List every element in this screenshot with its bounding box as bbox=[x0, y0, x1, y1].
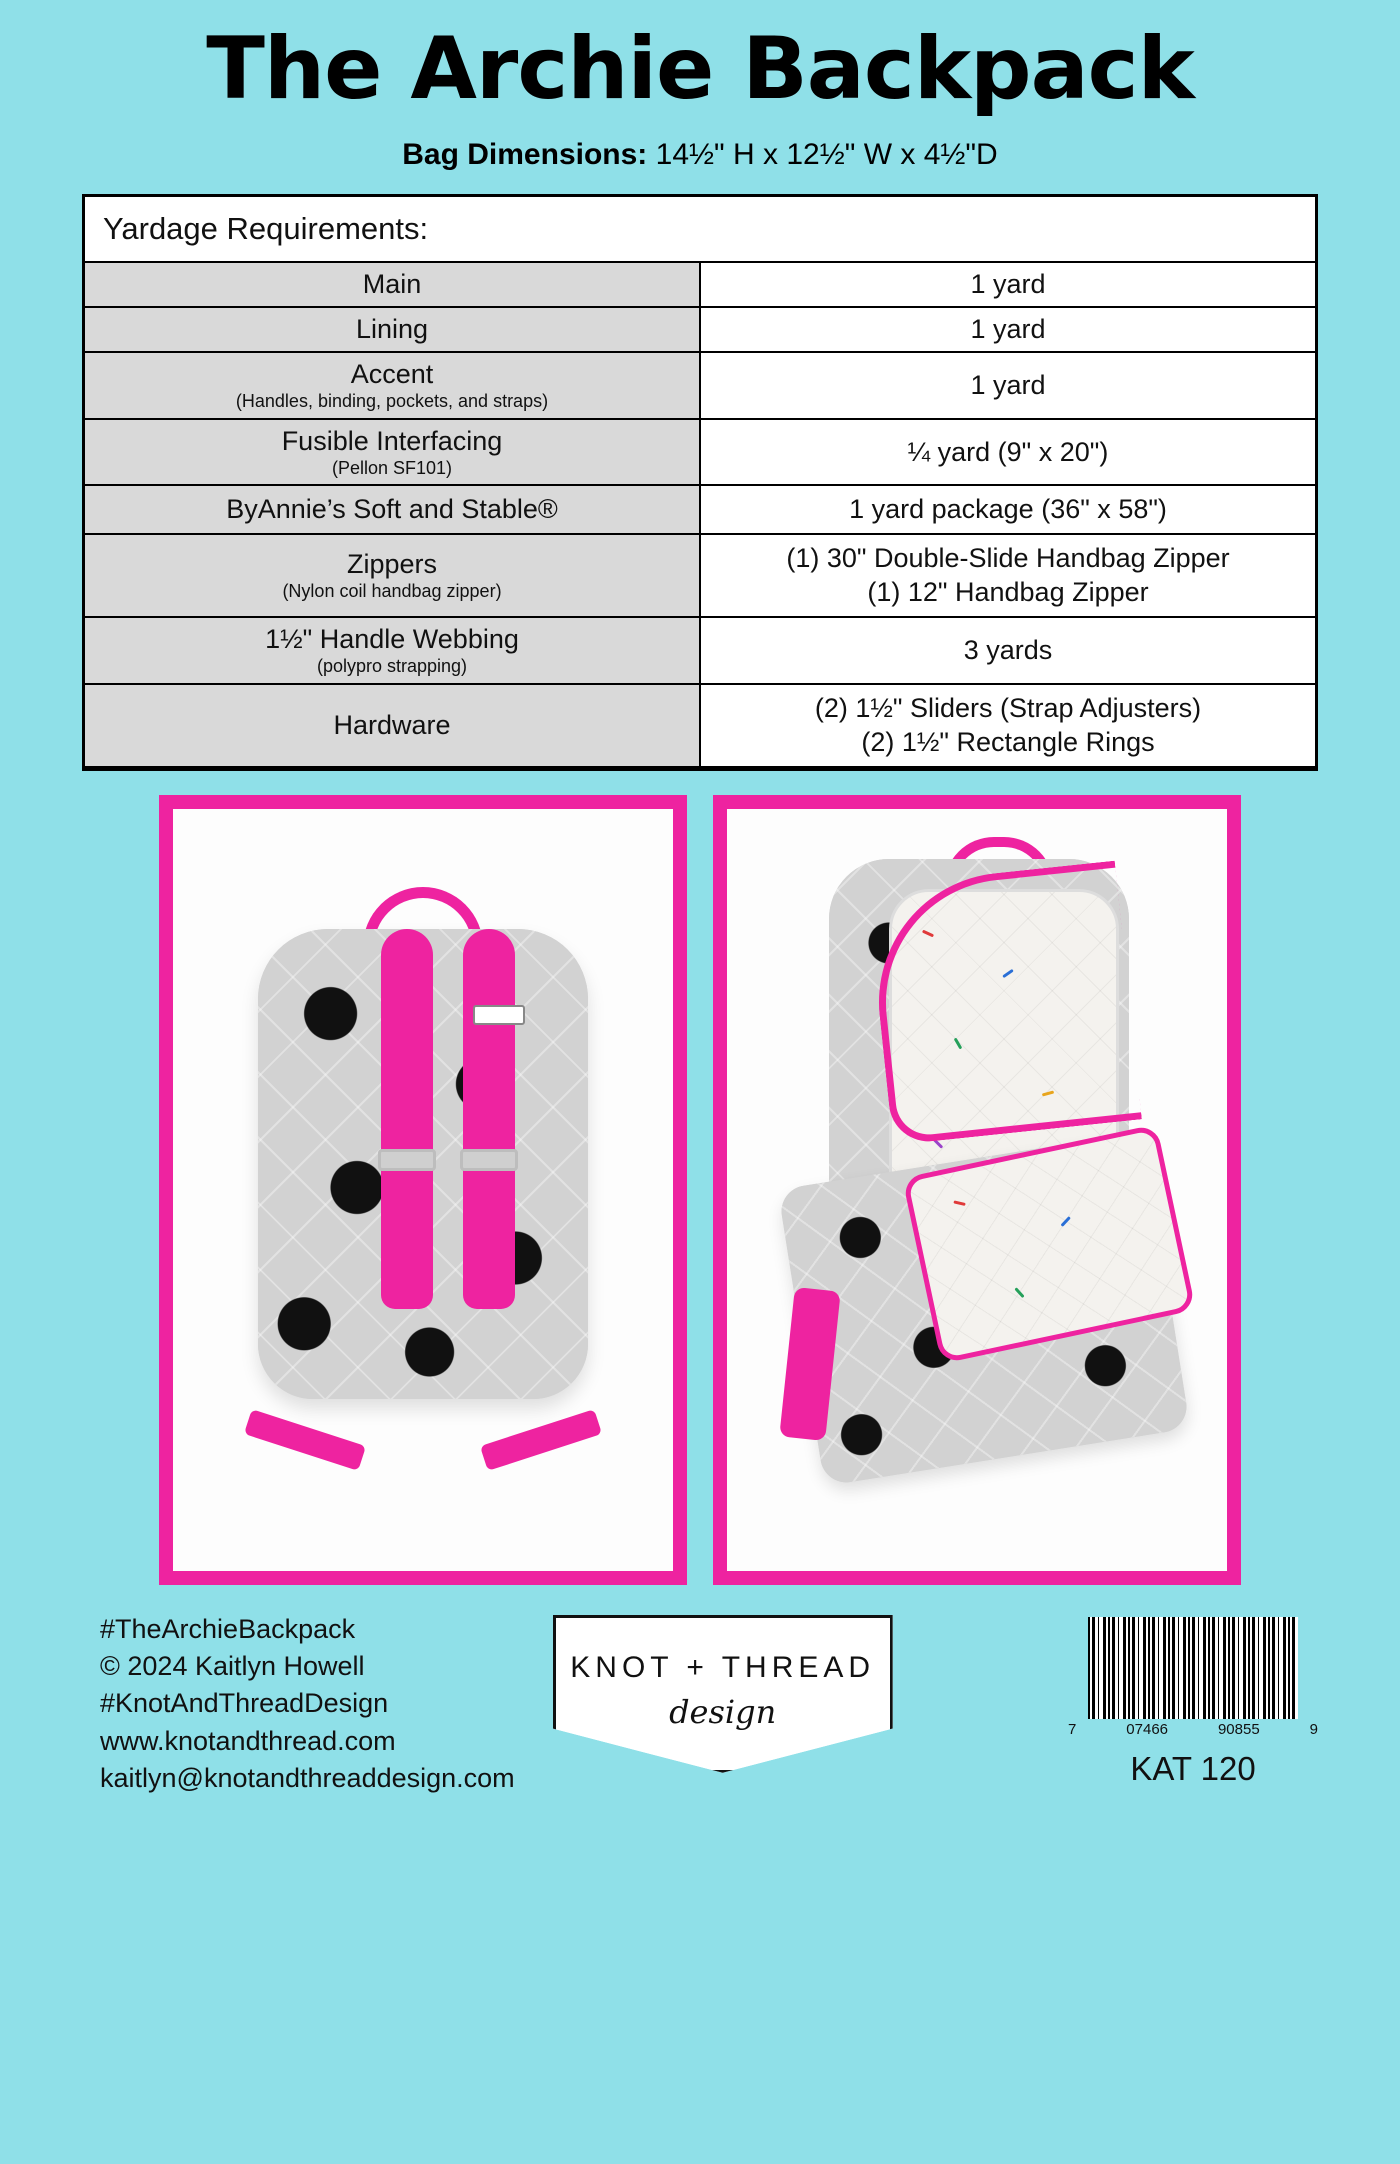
barcode-left-digit: 7 bbox=[1068, 1720, 1077, 1738]
photo-backpack-interior-view bbox=[713, 795, 1241, 1585]
shoulder-strap-right bbox=[463, 929, 515, 1309]
table-row bbox=[85, 534, 1315, 617]
backpack-interior-illustration bbox=[727, 809, 1227, 1571]
row-label-sub: (Pellon SF101) bbox=[331, 457, 453, 478]
confetti-print bbox=[1014, 1287, 1024, 1298]
row-value-text: (2) 1½" Sliders (Strap Adjusters) bbox=[814, 692, 1202, 723]
confetti-print bbox=[1061, 1216, 1071, 1227]
bag-dimensions-value: 14½" H x 12½" W x 4½"D bbox=[655, 138, 998, 171]
row-value bbox=[700, 534, 1315, 617]
footer bbox=[100, 1611, 1318, 1797]
brand-logo bbox=[553, 1615, 893, 1773]
backpack-open-group bbox=[769, 859, 1189, 1509]
strap-slider-left bbox=[378, 1149, 436, 1171]
hashtag-brand: #KnotAndThreadDesign bbox=[100, 1688, 389, 1719]
row-label bbox=[85, 534, 700, 617]
barcode-digits bbox=[1068, 1721, 1318, 1738]
row-value bbox=[700, 617, 1315, 684]
row-label-text: Zippers bbox=[346, 549, 438, 580]
barcode-group-1: 07466 bbox=[1126, 1720, 1169, 1738]
yardage-heading: Yardage Requirements: bbox=[85, 197, 1315, 262]
row-value bbox=[700, 307, 1315, 352]
row-value-text: 1 yard package (36" x 58") bbox=[849, 494, 1167, 525]
fabric-label-tag bbox=[473, 1005, 525, 1025]
row-label-text: Fusible Interfacing bbox=[281, 425, 503, 456]
lower-strap-right bbox=[480, 1409, 602, 1471]
table-row bbox=[85, 352, 1315, 419]
row-label-text: Main bbox=[362, 269, 422, 299]
row-value-text-2: (2) 1½" Rectangle Rings bbox=[861, 727, 1155, 758]
email-link[interactable]: kaitlyn@knotandthreaddesign.com bbox=[100, 1762, 515, 1793]
confetti-print bbox=[953, 1200, 965, 1206]
row-label bbox=[85, 352, 700, 419]
strap-slider-right bbox=[460, 1149, 518, 1171]
row-value bbox=[700, 352, 1315, 419]
row-value-text: 1 yard bbox=[970, 369, 1046, 400]
row-value-text: ¼ yard (9" x 20") bbox=[907, 436, 1109, 467]
yardage-table bbox=[82, 194, 1318, 771]
row-value-text-2: (1) 12" Handbag Zipper bbox=[867, 577, 1149, 608]
table-row bbox=[85, 617, 1315, 684]
table-row bbox=[85, 485, 1315, 534]
bag-dimensions-label: Bag Dimensions: bbox=[402, 138, 648, 171]
row-label-text: 1½" Handle Webbing bbox=[265, 624, 519, 655]
row-label-text: Lining bbox=[355, 314, 429, 344]
barcode-group-2: 90855 bbox=[1217, 1720, 1260, 1738]
copyright: © 2024 Kaitlyn Howell bbox=[100, 1651, 365, 1682]
sku-code: KAT 120 bbox=[1130, 1749, 1256, 1787]
website-link[interactable]: www.knotandthread.com bbox=[100, 1725, 396, 1756]
barcode-image bbox=[1088, 1617, 1298, 1719]
row-value-text: 1 yard bbox=[970, 314, 1046, 344]
backpack-illustration bbox=[173, 809, 673, 1571]
table-row bbox=[85, 262, 1315, 307]
row-label bbox=[85, 307, 700, 352]
hashtag-pattern: #TheArchieBackpack bbox=[100, 1613, 356, 1644]
barcode-right-digit: 9 bbox=[1309, 1720, 1318, 1738]
row-value bbox=[700, 419, 1315, 486]
row-label-text: Hardware bbox=[333, 709, 451, 740]
contact-block bbox=[100, 1611, 515, 1797]
page-title: The Archie Backpack bbox=[206, 19, 1194, 119]
row-value-text: (1) 30" Double-Slide Handbag Zipper bbox=[786, 542, 1230, 573]
table-row bbox=[85, 419, 1315, 486]
table-row bbox=[85, 684, 1315, 767]
table-row bbox=[85, 307, 1315, 352]
shoulder-strap-left bbox=[381, 929, 433, 1309]
row-label bbox=[85, 684, 700, 767]
photo-backpack-back-view bbox=[159, 795, 687, 1585]
row-label bbox=[85, 419, 700, 486]
row-label bbox=[85, 485, 700, 534]
row-value-text: 3 yards bbox=[963, 634, 1053, 665]
row-label-sub: (polypro strapping) bbox=[316, 656, 468, 677]
logo-line-2: design bbox=[669, 1692, 777, 1731]
row-label-sub: (Handles, binding, pockets, and straps) bbox=[235, 391, 549, 411]
row-value bbox=[700, 262, 1315, 307]
row-label-text: Accent bbox=[350, 359, 434, 389]
logo-line-1: KNOT + THREAD bbox=[570, 1650, 876, 1684]
row-label-sub: (Nylon coil handbag zipper) bbox=[282, 581, 502, 602]
row-label-text: ByAnnie’s Soft and Stable® bbox=[226, 494, 558, 525]
row-value-text: 1 yard bbox=[970, 269, 1046, 299]
table-heading-row bbox=[85, 197, 1315, 262]
row-label bbox=[85, 617, 700, 684]
photo-gallery bbox=[82, 795, 1318, 1585]
row-label bbox=[85, 262, 700, 307]
bag-dimensions bbox=[0, 138, 1400, 172]
barcode-block bbox=[1068, 1617, 1318, 1788]
lower-strap-left bbox=[244, 1409, 366, 1471]
row-value bbox=[700, 684, 1315, 767]
row-value bbox=[700, 485, 1315, 534]
